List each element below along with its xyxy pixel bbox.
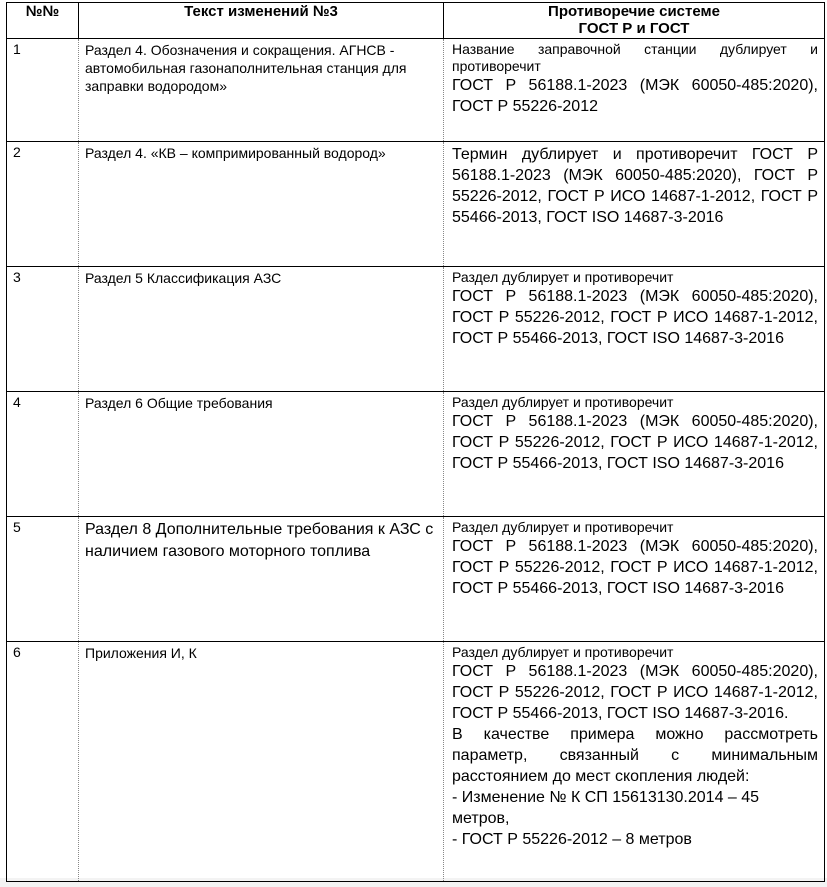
contradiction-lead: Раздел дублирует и противоречит	[452, 394, 674, 410]
contradiction-body: ГОСТ Р 56188.1-2023 (МЭК 60050-485:2020), ГОСТ Р 55226-2012	[452, 77, 818, 115]
contradiction-body: ГОСТ Р 56188.1-2023 (МЭК 60050-485:2020), ГОСТ Р 55226-2012, ГОСТ Р ИСО 14687-1-2012, ГОСТ Р 55466-2013, ГОСТ ISO 14687-3-2016.	[452, 663, 818, 722]
contradiction-lead: Раздел дублирует и противоречит	[452, 644, 674, 660]
contradiction-body: ГОСТ Р 56188.1-2023 (МЭК 60050-485:2020), ГОСТ Р 55226-2012, ГОСТ Р ИСО 14687-1-2012, ГОСТ Р 55466-2013, ГОСТ ISO 14687-3-2016	[452, 288, 818, 347]
row-number: 4	[7, 392, 79, 517]
change-text	[79, 517, 444, 642]
contradiction-lead: Раздел дублирует и противоречит	[452, 269, 674, 285]
change-text	[79, 392, 444, 517]
example-item: - ГОСТ Р 55226-2012 – 8 метров	[452, 831, 692, 848]
header-changes-label: Текст изменений №3	[184, 3, 338, 20]
table-row	[7, 142, 825, 267]
contradiction-cell	[444, 392, 825, 517]
change-text	[79, 267, 444, 392]
table-row	[7, 392, 825, 517]
contradiction-lead: Раздел дублирует и противоречит	[452, 519, 674, 535]
change-text	[79, 642, 444, 882]
change-text-content: Раздел 6 Общие требования	[85, 395, 273, 411]
change-text-content: Раздел 8 Дополнительные требования к АЗС с наличием газового моторного топлива	[85, 521, 434, 560]
change-text-content: Приложения И, К	[85, 645, 197, 661]
contradiction-cell	[444, 642, 825, 882]
row-number: 5	[7, 517, 79, 642]
header-changes	[79, 3, 444, 39]
row-number: 6	[7, 642, 79, 882]
change-text	[79, 142, 444, 267]
header-num	[7, 3, 79, 39]
header-contradiction-line2: ГОСТ Р и ГОСТ	[578, 20, 690, 37]
table-row	[7, 267, 825, 392]
contradiction-body: ГОСТ Р 56188.1-2023 (МЭК 60050-485:2020), ГОСТ Р 55226-2012, ГОСТ Р ИСО 14687-1-2012, ГОСТ Р 55466-2013, ГОСТ ISO 14687-3-2016	[452, 413, 818, 472]
change-text-content: Раздел 4. Обозначения и сокращения. АГНСВ - автомобильная газонаполнительная станция для заправки водородом»	[85, 42, 407, 94]
example-item: - Изменение № К СП 15613130.2014 – 45 метров,	[452, 789, 760, 827]
contradiction-cell	[444, 267, 825, 392]
table-row	[7, 39, 825, 142]
changes-table	[6, 2, 825, 882]
change-text-content: Раздел 5 Классификация АЗС	[85, 270, 282, 286]
contradiction-lead: Термин дублирует и противоречит ГОСТ Р 56188.1-2023 (МЭК 60050-485:2020), ГОСТ Р 55226-2012, ГОСТ Р ИСО 14687-1-2012, ГОСТ Р 55466-2013, ГОСТ ISO 14687-3-2016	[452, 146, 818, 226]
contradiction-body: ГОСТ Р 56188.1-2023 (МЭК 60050-485:2020), ГОСТ Р 55226-2012, ГОСТ Р ИСО 14687-1-2012, ГОСТ Р 55466-2013, ГОСТ ISO 14687-3-2016	[452, 538, 818, 597]
table-header-row	[7, 3, 825, 39]
change-text	[79, 39, 444, 142]
contradiction-cell	[444, 142, 825, 267]
contradiction-cell	[444, 517, 825, 642]
contradiction-lead: Название заправочной станции дублирует и противоречит	[452, 41, 818, 74]
row-number: 2	[7, 142, 79, 267]
header-contradiction	[444, 3, 825, 39]
row-number: 3	[7, 267, 79, 392]
row-number: 1	[7, 39, 79, 142]
header-num-label: №№	[25, 3, 60, 20]
table-row	[7, 642, 825, 882]
example-note: В качестве примера можно рассмотреть параметр, связанный с минимальным расстоянием до мест скопления людей:	[452, 726, 818, 785]
header-contradiction-line1: Противоречие системе	[548, 3, 720, 20]
contradiction-cell	[444, 39, 825, 142]
change-text-content: Раздел 4. «КВ – компримированный водород»	[85, 145, 386, 161]
table-row	[7, 517, 825, 642]
